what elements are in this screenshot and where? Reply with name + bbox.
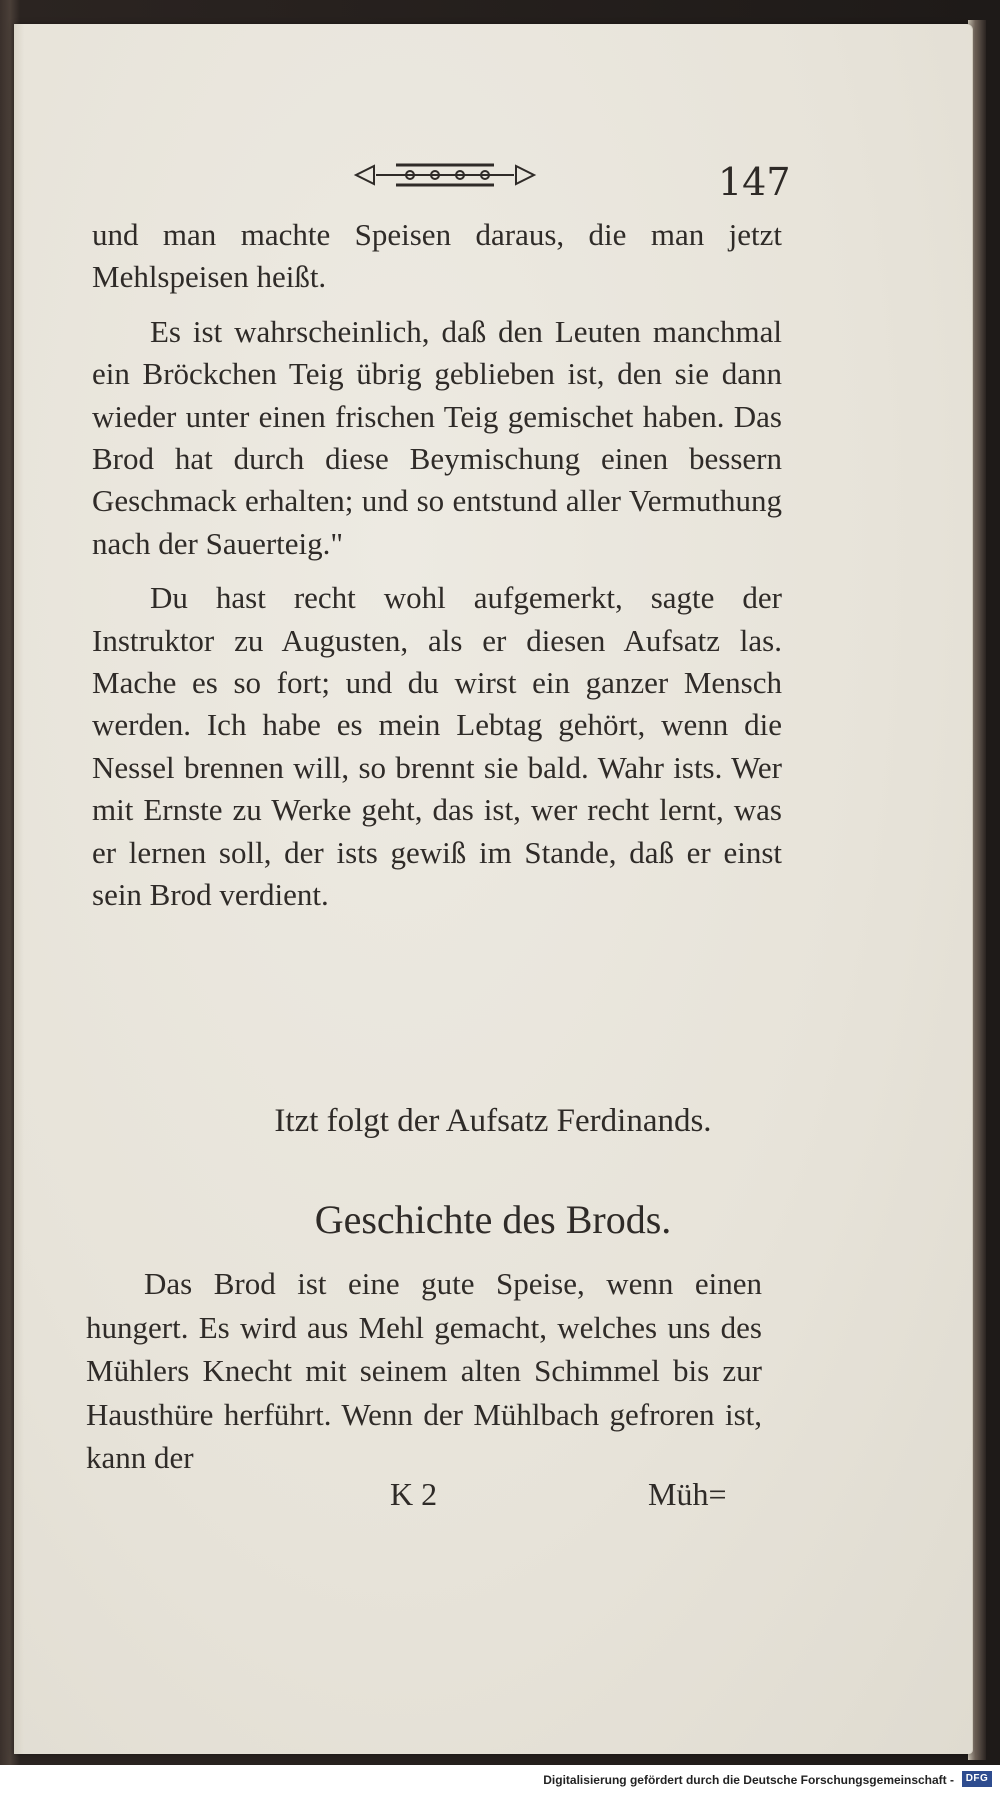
page-gutter-shadow [14,24,24,1754]
story-title: Geschichte des Brods. [314,1197,672,1242]
footer-credit: Digitalisierung gefördert durch die Deutsche Forschungsgemeinschaft - [543,1773,954,1787]
signature-mark: K 2 [390,1476,438,1512]
story-text [86,1262,762,1480]
paragraph: Das Brod ist eine gute Speise, wenn einen hungert. Es wird aus Mehl gemacht, welches uns des Mühlers Knecht mit seinem alten Schimmel bis zur Hausthüre herführt. Wenn der Mühlbach gefroren ist, kann der [86,1266,762,1475]
catchword: Müh= [648,1476,727,1512]
paragraph: und man machte Speisen daraus, die man jetzt Mehlspeisen heißt. [92,217,782,295]
page-number: 147 [718,160,791,204]
header-ornament [350,156,540,194]
paragraph: Es ist wahrscheinlich, daß den Leuten manchmal ein Bröckchen Teig übrig geblieben ist, den sie dann wieder unter einen frischen Teig gemischet haben. Das Brod hat durch diese Beymischung einen bessern Geschmack erhalten; und so entstund aller Vermuthung nach der Sauerteig." [92,313,782,561]
paragraph: Du hast recht wohl aufgemerkt, sagte der Instruktor zu Augusten, als er diesen Aufsatz las. Mache es so fort; und du wirst ein ganzer Mensch werden. Ich habe es mein Lebtag gehört, wenn die Nessel brennen will, so brennt sie bald. Wahr ists. Wer mit Ernste zu Werke geht, das ist, wer recht lernt, was er lernen soll, der ists gewiß im Stande, daß er einst sein Brod verdient. [92,580,782,913]
intro-line: Itzt folgt der Aufsatz Ferdinands. [274,1103,712,1139]
body-text [92,214,782,917]
dfg-logo: DFG [962,1771,992,1787]
